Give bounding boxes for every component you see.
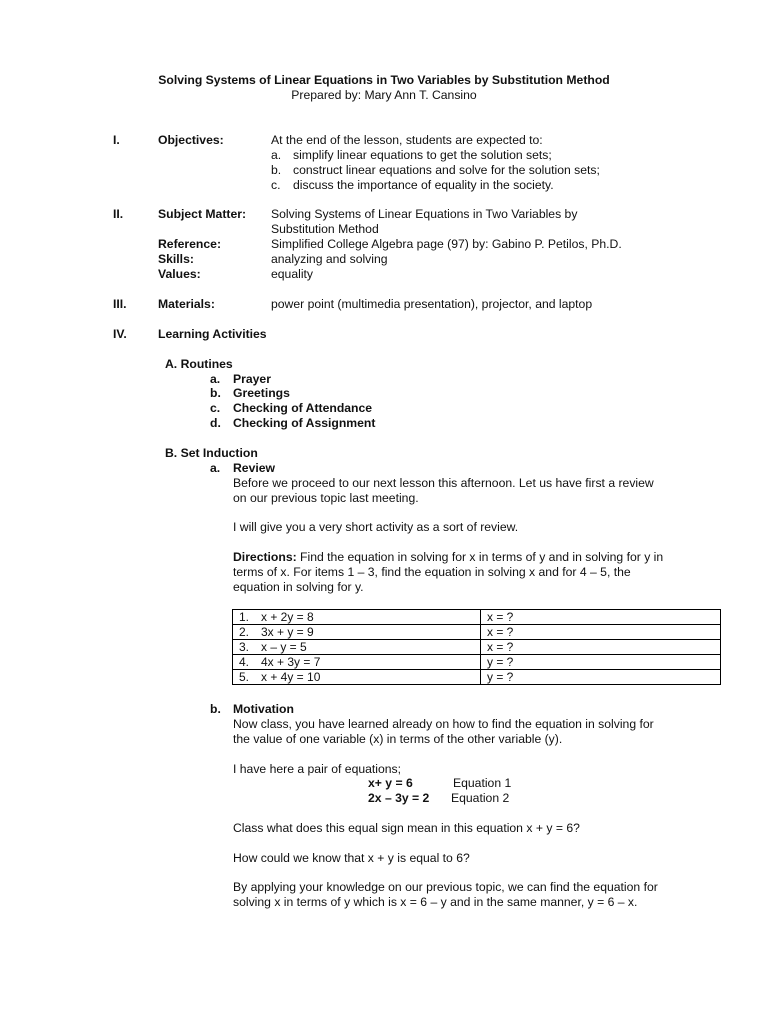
routine-assignment: Checking of Assignment <box>233 416 376 430</box>
review-marker: a. <box>210 461 221 475</box>
values-text: equality <box>271 267 314 281</box>
routine-marker-d: d. <box>210 416 221 430</box>
routine-attendance: Checking of Attendance <box>233 401 373 415</box>
skills-text: analyzing and solving <box>271 252 388 266</box>
prepared-by: Prepared by: Mary Ann T. Cansino <box>291 88 477 102</box>
table-row <box>233 640 721 655</box>
motivation-label: Motivation <box>233 702 294 716</box>
routine-marker-c: c. <box>210 401 221 415</box>
motivation-para1-line2: the value of one variable (x) in terms of the other variable (y). <box>233 732 563 746</box>
table-row <box>233 670 721 685</box>
objective-marker-a: a. <box>271 148 282 162</box>
motivation-para3-line2: solving x in terms of y which is x = 6 – y and in the same manner, y = 6 – x. <box>233 895 638 909</box>
subject-line2: Substitution Method <box>271 222 379 236</box>
routine-greetings: Greetings <box>233 386 290 400</box>
routines-heading: A. Routines <box>165 357 233 371</box>
values-label: Values: <box>158 267 201 281</box>
objective-b: construct linear equations and solve for the solution sets; <box>293 163 600 177</box>
page-title: Solving Systems of Linear Equations in Two Variables by Substitution Method <box>158 73 610 87</box>
learning-numeral: IV. <box>113 327 127 341</box>
table-row <box>233 655 721 670</box>
objective-marker-c: c. <box>271 178 281 192</box>
materials-text: power point (multimedia presentation), projector, and laptop <box>271 297 593 311</box>
table-cell-answer: x = ? <box>481 640 721 655</box>
review-para1-line1: Before we proceed to our next lesson this afternoon. Let us have first a review <box>233 476 654 490</box>
motivation-para3-line1: By applying your knowledge on our previous topic, we can find the equation for <box>233 880 658 894</box>
directions-text1: Find the equation in solving for x in terms of y and in solving for y in <box>296 550 664 564</box>
objective-c: discuss the importance of equality in the society. <box>293 178 554 192</box>
equation: 4x + 3y = 7 <box>261 654 321 669</box>
directions-line2: terms of x. For items 1 – 3, find the equation in solving x and for 4 – 5, the <box>233 565 631 579</box>
objectives-label: Objectives: <box>158 133 224 147</box>
table-cell-equation <box>233 625 481 640</box>
table-cell-equation <box>233 610 481 625</box>
set-induction-heading: B. Set Induction <box>165 446 258 460</box>
objectives-intro: At the end of the lesson, students are expected to: <box>271 133 543 147</box>
review-label: Review <box>233 461 276 475</box>
subject-label: Subject Matter: <box>158 207 247 221</box>
table-cell-equation <box>233 670 481 685</box>
subject-line1: Solving Systems of Linear Equations in Two Variables by <box>271 207 578 221</box>
table-cell-answer: x = ? <box>481 610 721 625</box>
table-cell-answer: y = ? <box>481 655 721 670</box>
table-cell-answer: x = ? <box>481 625 721 640</box>
equation: x – y = 5 <box>261 639 307 654</box>
subject-numeral: II. <box>113 207 124 221</box>
table-cell-equation <box>233 640 481 655</box>
table-cell-equation <box>233 655 481 670</box>
materials-label: Materials: <box>158 297 215 311</box>
motivation-para2: I have here a pair of equations; <box>233 762 402 776</box>
reference-text: Simplified College Algebra page (97) by: Gabino P. Petilos, Ph.D. <box>271 237 622 251</box>
directions-line3: equation in solving for y. <box>233 580 364 594</box>
review-para1-line2: on our previous topic last meeting. <box>233 491 419 505</box>
objective-a: simplify linear equations to get the solution sets; <box>293 148 552 162</box>
row-number: 1. <box>239 609 250 624</box>
objective-marker-b: b. <box>271 163 282 177</box>
table-cell-answer: y = ? <box>481 670 721 685</box>
row-number: 2. <box>239 624 250 639</box>
objectives-numeral: I. <box>113 133 120 147</box>
equation: x + 2y = 8 <box>261 609 314 624</box>
table-row <box>233 625 721 640</box>
row-number: 3. <box>239 639 250 654</box>
row-number: 4. <box>239 654 250 669</box>
equation: x + 4y = 10 <box>261 669 321 684</box>
review-table <box>232 609 721 685</box>
motivation-para1-line1: Now class, you have learned already on how to find the equation in solving for <box>233 717 654 731</box>
equation-2: 2x – 3y = 2 <box>368 791 430 805</box>
motivation-question-2: How could we know that x + y is equal to 6? <box>233 851 470 865</box>
equation-1: x+ y = 6 <box>368 776 413 790</box>
directions-line1 <box>233 550 663 565</box>
routine-marker-b: b. <box>210 386 221 400</box>
skills-label: Skills: <box>158 252 194 266</box>
review-para2: I will give you a very short activity as a sort of review. <box>233 520 519 534</box>
learning-label: Learning Activities <box>158 327 267 341</box>
row-number: 5. <box>239 669 250 684</box>
routine-prayer: Prayer <box>233 372 271 386</box>
table-row <box>233 610 721 625</box>
motivation-marker: b. <box>210 702 221 716</box>
equation-1-label: Equation 1 <box>453 776 512 790</box>
reference-label: Reference: <box>158 237 221 251</box>
equation-2-label: Equation 2 <box>451 791 510 805</box>
materials-numeral: III. <box>113 297 127 311</box>
motivation-question-1: Class what does this equal sign mean in this equation x + y = 6? <box>233 821 580 835</box>
equation: 3x + y = 9 <box>261 624 314 639</box>
directions-label: Directions: <box>233 550 297 564</box>
routine-marker-a: a. <box>210 372 221 386</box>
